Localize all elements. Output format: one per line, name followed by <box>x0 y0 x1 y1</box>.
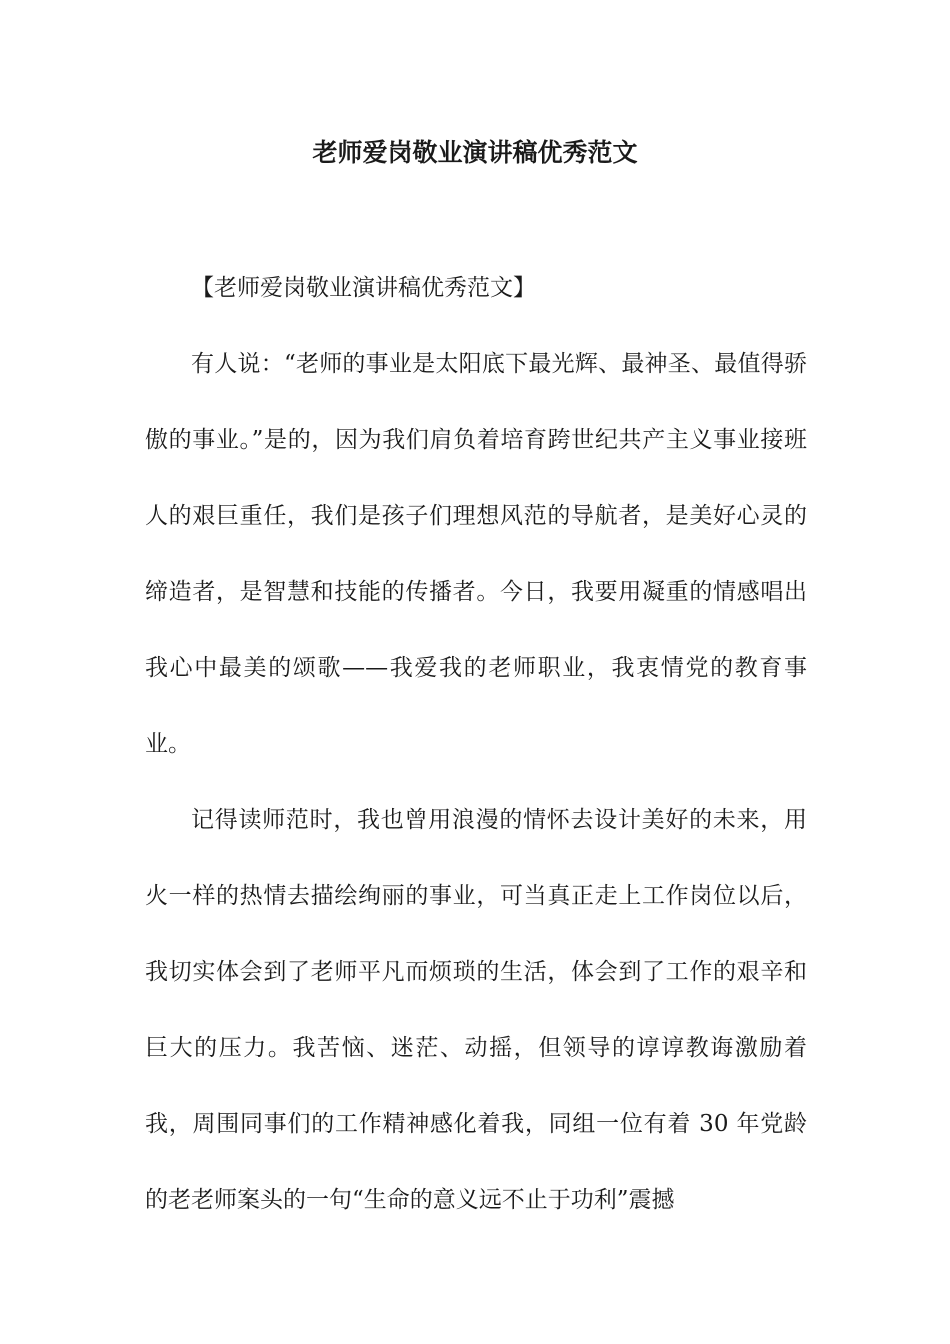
paragraph-1: 有人说：“老师的事业是太阳底下最光辉、最神圣、最值得骄傲的事业。”是的，因为我们肩负着培育跨世纪共产主义事业接班人的艰巨重任，我们是孩子们理想风范的导航者，是美好心灵的缔造者，是智慧和技能的传播者。今日，我要用凝重的情感唱出我心中最美的颂歌——我爱我的老师职业，我衷情党的教育事业。 <box>145 351 807 757</box>
paragraph-2: 记得读师范时，我也曾用浪漫的情怀去设计美好的未来，用火一样的热情去描绘绚丽的事业，可当真正走上工作岗位以后，我切实体会到了老师平凡而烦琐的生活，体会到了工作的艰辛和巨大的压力。我苦恼、迷茫、动摇，但领导的谆谆教诲激励着我，周围同事们的工作精神感化着我，同组一位有着 30 年党龄的老老师案头的一句“生命的意义远不止于功利”震撼 <box>145 807 807 1213</box>
document-subtitle: 【老师爱岗敬业演讲稿优秀范文】 <box>191 275 536 301</box>
document-body <box>145 250 807 1238</box>
document-title: 老师爱岗敬业演讲稿优秀范文 <box>312 138 638 167</box>
